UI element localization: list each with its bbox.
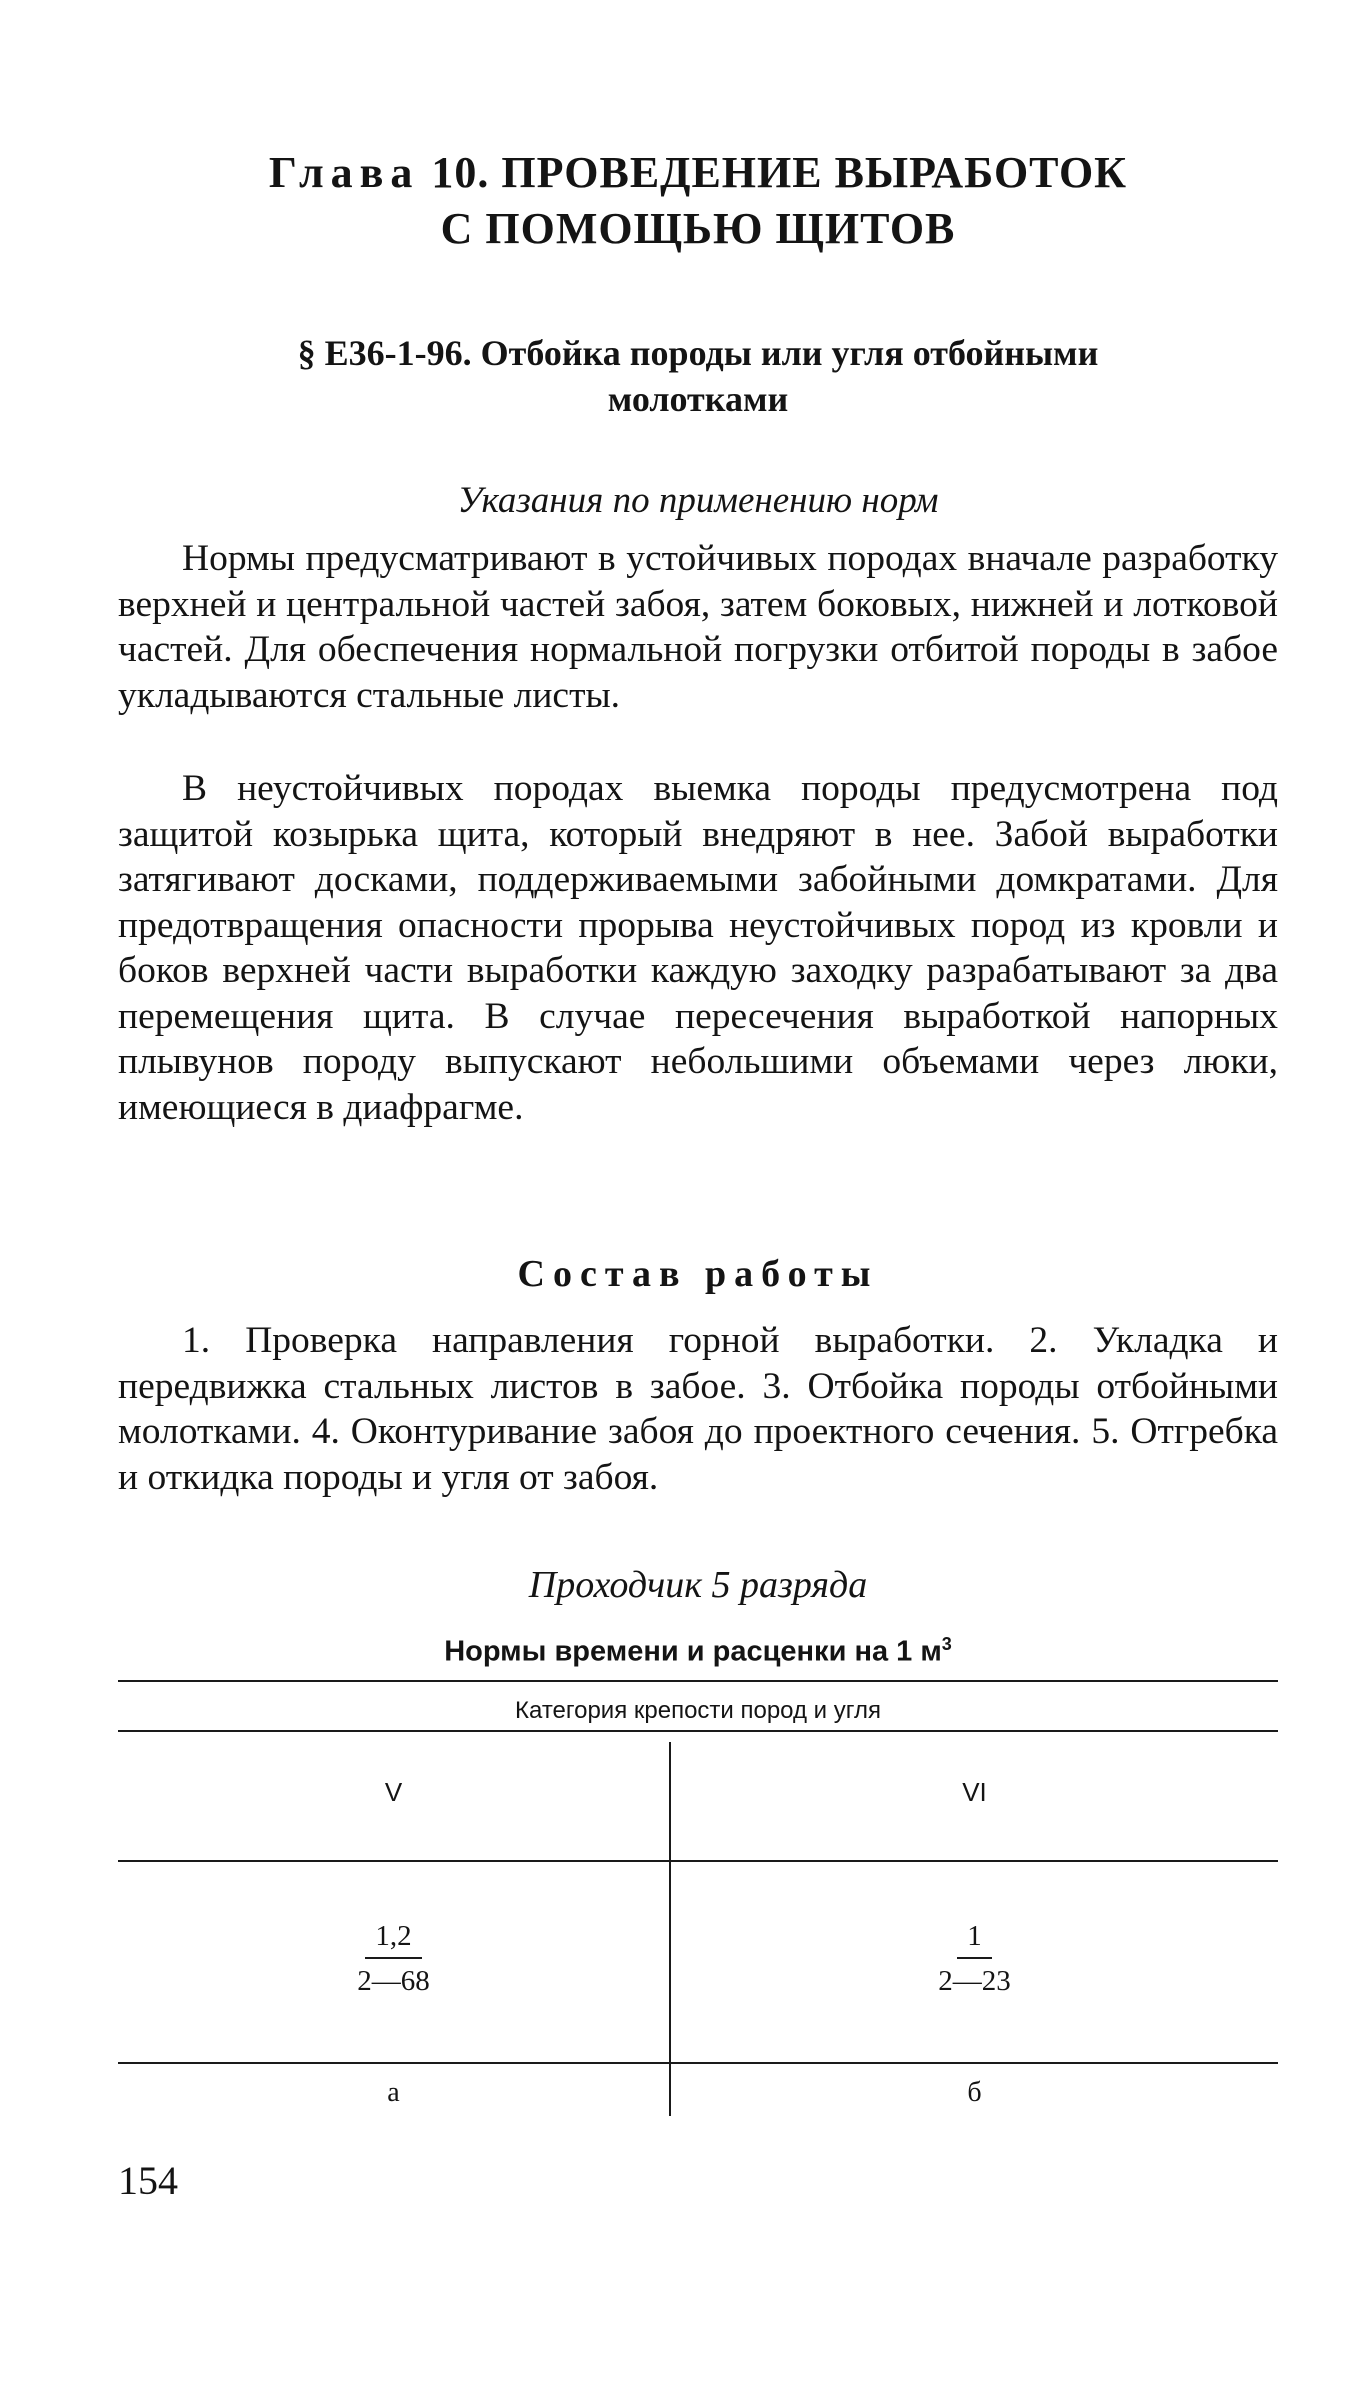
composition-heading: Состав работы [517, 1253, 879, 1295]
time-norm: 1,2 [365, 1918, 421, 1959]
section-title-line-2: молотками [607, 379, 789, 419]
norm-fraction-v [118, 1918, 669, 1999]
table-header: Категория крепости пород и угля [515, 1697, 881, 1724]
chapter-title-text: 10. ПРОВЕДЕНИЕ ВЫРАБОТОК [431, 148, 1128, 197]
instructions-paragraph-1 [118, 536, 1278, 718]
time-norm: 1 [957, 1918, 992, 1959]
chapter-title-line-1 [118, 145, 1278, 201]
section-title-line-1: § Е36-1-96. Отбойка породы или угля отбойными [297, 333, 1099, 373]
page-number: 154 [118, 2158, 178, 2203]
table-top-rule [118, 1680, 1278, 1682]
table-row-rule [118, 1860, 1278, 1862]
column-label-vi: VI [962, 1777, 987, 1807]
column-index-a: а [387, 2077, 400, 2108]
chapter-title-line-2: С ПОМОЩЬЮ ЩИТОВ [440, 204, 956, 253]
table-caption-text: Нормы времени и расценки на 1 м [444, 1635, 942, 1668]
paragraph-text: В неустойчивых породах выемка породы предусмотрена под защитой козырька щита, который внедряют в нее. Забой выработки затягивают досками, поддерживаемыми забойными домкратами. Для предотвращения опасности прорыва неустойчивых пород из кровли и боков верхней части выработки каждую заходку разрабатывают за два перемещения щита. В случае пересечения выработкой напорных плывунов породу выпускают небольшими объемами через люки, имеющиеся в диафрагме. [118, 768, 1278, 1128]
norms-table [118, 1680, 1278, 2120]
chapter-title [118, 145, 1278, 257]
column-label-v: V [384, 1777, 403, 1807]
rate: 2—23 [938, 1965, 1011, 1997]
instructions-heading: Указания по применению норм [457, 480, 939, 521]
column-index-b: б [967, 2077, 982, 2108]
table-header-rule [118, 1730, 1278, 1732]
table-bottom-rule [118, 2062, 1278, 2064]
instructions-paragraph-2 [118, 766, 1278, 1130]
section-title [118, 330, 1278, 422]
paragraph-text: Нормы предусматривают в устойчивых породах вначале разработку верхней и центральной частей забоя, затем боковых, нижней и лотковой частей. Для обеспечения нормальной погрузки отбитой породы в забое укладываются стальные листы. [118, 538, 1278, 716]
chapter-label: Глава [268, 148, 420, 197]
norm-fraction-vi [671, 1918, 1278, 1999]
rate: 2—68 [357, 1965, 430, 1997]
table-caption-superscript: 3 [941, 1634, 952, 1654]
composition-paragraph [118, 1318, 1278, 1500]
table-caption [118, 1626, 1278, 1670]
worker-grade: Проходчик 5 разряда [528, 1564, 868, 1606]
paragraph-text: 1. Проверка направления горной выработки. 2. Укладка и передвижка стальных листов в забое. 3. Отбойка породы отбойными молотками. 4. Оконтуривание забоя до проектного сечения. 5. Отгребка и откидка породы и угля от забоя. [118, 1320, 1278, 1498]
